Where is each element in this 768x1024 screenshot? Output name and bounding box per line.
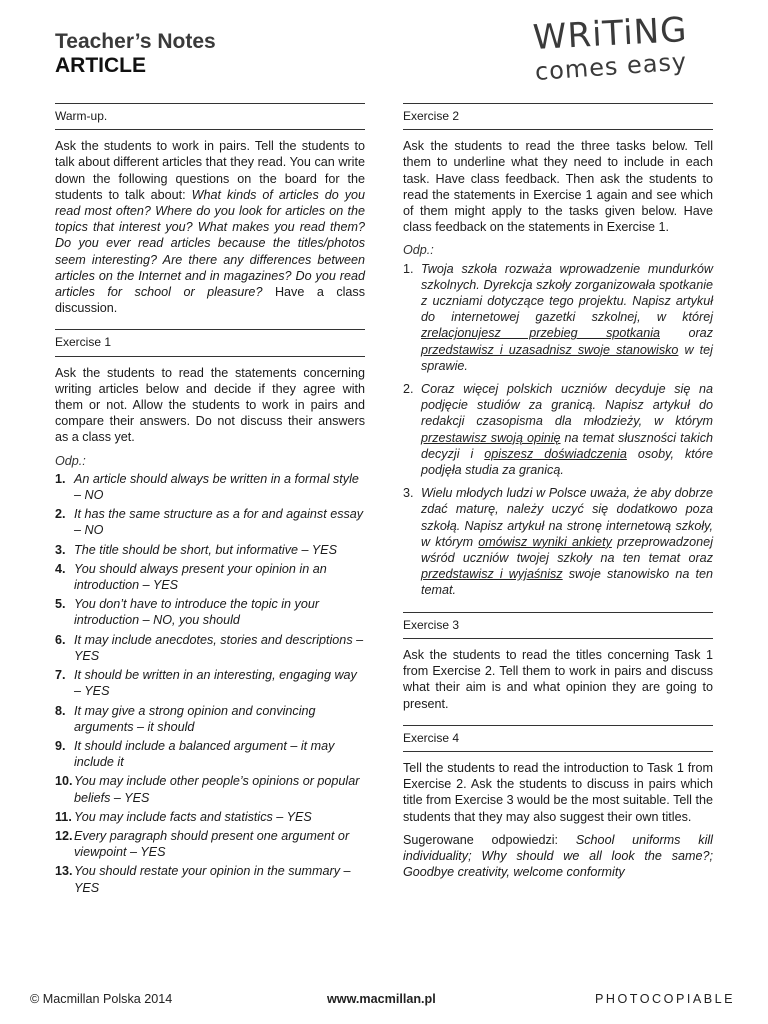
task-underlined: zrelacjonujesz przebieg spotkania [421, 326, 660, 341]
item-text: It has the same structure as a for and against essay – NO [74, 507, 364, 538]
footer-photocopiable: PHOTOCOPIABLE [595, 992, 736, 1006]
task-text: na temat słuszności takich decyzji i [421, 430, 713, 461]
item-text: You should restate your opinion in the summary – YES [74, 864, 351, 895]
item-text: It may include anecdotes, stories and descriptions – YES [74, 632, 364, 663]
warmup-questions: What kinds of articles do you read most often? Where do you look for articles on the topics that interest you? What makes you read them? Do you ever read articles because the titles/photos seem interesting? Are there any differences between articles on the Internet and in magazines? Do you read articles for school or pleasure? [55, 187, 365, 300]
exercise-1-heading: Exercise 1 [55, 329, 365, 356]
list-item [55, 773, 365, 805]
list-item [55, 542, 365, 558]
suggestions-text: School uniforms kill individuality; Why should we all look the same?; Goodbye creativity, welcome conformity [403, 832, 713, 880]
item-text: You may include facts and statistics – YES [74, 809, 312, 824]
item-number: 6. [55, 632, 66, 647]
exercise-4-heading: Exercise 4 [403, 725, 713, 752]
list-item [55, 828, 365, 860]
task-underlined: opiszesz doświadczenia [484, 446, 627, 461]
task-text: Wielu młodych ludzi w Polsce uważa, że aby dobrze zdać maturę, należy uczyć się dodatkowo poza szkołą. Napisz artykuł na stronę internetową szkoły, w którym [421, 486, 713, 549]
list-item [55, 561, 365, 593]
item-number: 5. [55, 597, 66, 612]
task-text: swoje stanowisko na ten temat. [421, 567, 713, 598]
warmup-text [55, 138, 365, 316]
task-underlined: przestawisz swoją opinię [421, 430, 561, 445]
exercise-3-text: Ask the students to read the titles concerning Task 1 from Exercise 2. Tell them to work in pairs and discuss what their aim is and what opinion they are going to present. [403, 647, 713, 711]
list-item [55, 667, 365, 699]
page-header [55, 30, 216, 78]
list-item [55, 632, 365, 664]
exercise-1-text: Ask the students to read the statements concerning writing articles below and decide if they agree with them or not. Allow the students to work in pairs and compare their answers. Do not discuss their answers as a class yet. [55, 365, 365, 445]
item-number: 13. [55, 864, 73, 879]
item-text: It may give a strong opinion and convincing arguments – it should [74, 703, 316, 734]
item-text: You don’t have to introduce the topic in your introduction – NO, you should [74, 597, 320, 628]
item-number: 7. [55, 668, 66, 683]
exercise-4-suggestions [403, 832, 713, 881]
item-number: 2. [55, 507, 66, 522]
task-item [403, 485, 713, 598]
warmup-text-a: Ask the students to work in pairs. Tell the students to talk about different articles that they read. You can write down the following questions on the board for the students to talk about: [55, 139, 365, 202]
exercise-3-heading: Exercise 3 [403, 612, 713, 639]
task-text: w tej sprawie. [421, 342, 713, 373]
list-item [55, 506, 365, 538]
exercise-1-answers-label: Odp.: [55, 453, 86, 468]
page-title: Teacher’s Notes [55, 30, 216, 53]
task-underlined: omówisz wyniki ankiety [478, 534, 612, 549]
item-text: You may include other people’s opinions or popular beliefs – YES [74, 774, 360, 805]
footer-copyright: © Macmillan Polska 2014 [30, 992, 173, 1006]
list-item [55, 596, 365, 628]
item-number: 11. [55, 809, 72, 824]
item-number: 4. [55, 561, 66, 576]
footer-url[interactable]: www.macmillan.pl [327, 992, 436, 1006]
page-subtitle: ARTICLE [55, 54, 146, 77]
exercise-2-tasks [403, 261, 713, 599]
suggestions-label: Sugerowane odpowiedzi: [403, 832, 576, 847]
item-text: It should be written in an interesting, engaging way – YES [74, 668, 357, 699]
task-item [403, 381, 713, 478]
item-number: 10. [55, 774, 73, 789]
item-text: An article should always be written in a formal style – NO [74, 471, 359, 503]
writing-comes-easy-logo [530, 9, 720, 98]
list-item [55, 471, 365, 503]
list-item [55, 738, 365, 770]
list-item [55, 863, 365, 895]
exercise-2-heading: Exercise 2 [403, 103, 713, 130]
item-number: 8. [55, 703, 66, 718]
item-number: 12. [55, 828, 73, 843]
task-number: 1. [403, 261, 414, 276]
exercise-1-list [55, 471, 365, 896]
item-text: It should include a balanced argument – it may include it [74, 738, 335, 770]
exercise-4-text: Tell the students to read the introduction to Task 1 from Exercise 2. Ask the students to discuss in pairs which title from Exercise 3 would be the most suitable. Tell the students that they may also suggest their own titles. [403, 760, 713, 824]
task-item [403, 261, 713, 374]
warmup-heading: Warm-up. [55, 103, 365, 130]
item-text: The title should be short, but informative – YES [74, 542, 337, 557]
list-item [55, 703, 365, 735]
task-text: oraz [660, 326, 713, 341]
task-underlined: przedstawisz i uzasadnisz swoje stanowisko [421, 342, 679, 357]
list-item [55, 809, 365, 825]
warmup-text-b: Have a class discussion. [55, 285, 366, 316]
item-text: You should always present your opinion in an introduction – YES [74, 561, 327, 593]
logo-line-1: WRiTiNG [531, 9, 689, 58]
logo-line-2: comes easy [534, 47, 688, 86]
task-text: Coraz więcej polskich uczniów decyduje się na podjęcie studiów za granicą. Napisz artykuł do redakcji czasopisma dla młodzieży, w którym [421, 382, 713, 429]
task-underlined: przedstawisz i wyjaśnisz [421, 567, 563, 582]
task-text: Twoja szkoła rozważa wprowadzenie mundurków szkolnych. Dyrekcja szkoły zorganizowała spotkanie z uczniami dotyczące tego projektu. Napisz artykuł do internetowej gazetki szkolnej, w której [421, 261, 713, 325]
item-number: 9. [55, 738, 66, 753]
task-text: przeprowadzonej wśród uczniów twojej szkoły na ten temat oraz [421, 534, 713, 566]
task-text: osoby, które podjęła studia za granicą. [421, 446, 713, 478]
task-number: 3. [403, 486, 414, 501]
task-number: 2. [403, 382, 414, 397]
left-column [55, 103, 365, 899]
item-number: 3. [55, 542, 66, 557]
right-column [403, 103, 713, 887]
item-text: Every paragraph should present one argument or viewpoint – YES [74, 828, 350, 860]
exercise-2-text: Ask the students to read the three tasks below. Tell them to underline what they need to include in each task. Have class feedback. Then ask the students to read the statements in Exercise 1 again and see which of them might apply to the tasks given below. Have class feedback on the statements in Exercise 1. [403, 139, 713, 235]
exercise-2-answers-label: Odp.: [403, 243, 434, 258]
item-number: 1. [55, 471, 66, 486]
